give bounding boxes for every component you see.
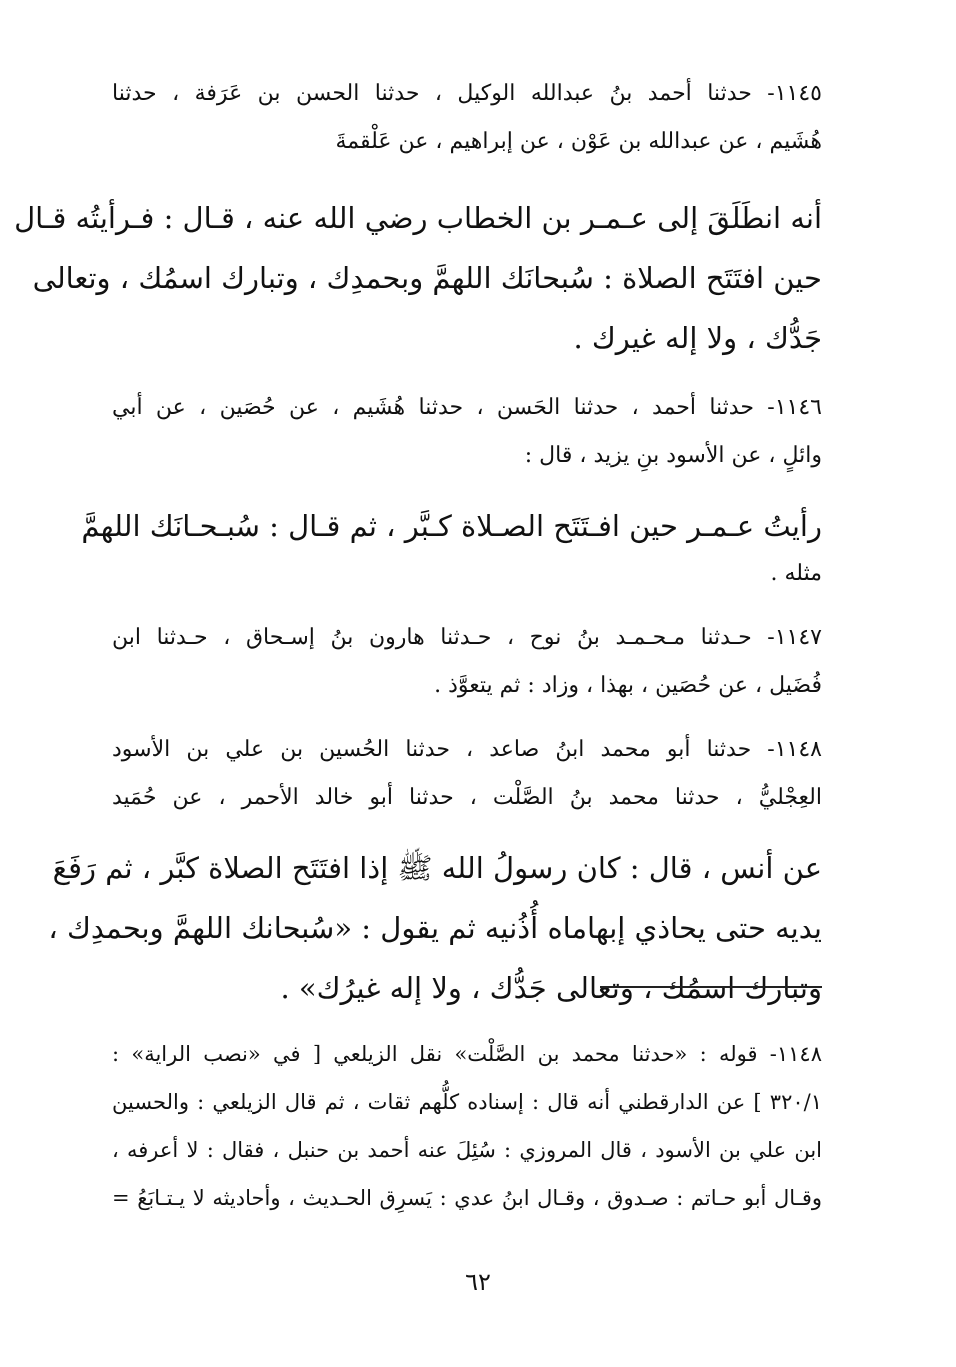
text-line: مثله .: [770, 561, 822, 586]
footnote-line: وقـال أبو حـاتم : صـدوق ، وقـال ابنُ عدي : يَسرِق الحـديث ، وأحاديثه لا يـتـابَعُ =: [112, 1186, 822, 1210]
footnote: [112, 1030, 822, 1222]
text-line: ١١٤٨- حدثنا أبو محمد ابنُ صاعد ، حدثنا الحُسين بن علي بن الأسود: [112, 737, 822, 762]
hadith-1146-matn: [81, 496, 822, 592]
footnote-line: ابن علي بن الأسود ، قال المروزي : سُئِلَ عنه أحمد بن حنبل ، فقال : لا أعرفه ،: [112, 1138, 822, 1162]
main-text: [14, 70, 822, 1018]
footnote-line: ١١٤٨- قوله : «حدثنا محمد بن الصَّلْت» نقل الزيلعي [ في «نصب الراية» :: [112, 1042, 822, 1066]
text-line: ١١٤٦- حدثنا أحمد ، حدثنا الحَسن ، حدثنا هُشَيم ، عن حُصَين ، عن أبي: [112, 395, 822, 420]
text-line: وتبارك اسمُك ، وتعالى جَدُّك ، ولا إله غيرُك» .: [280, 971, 822, 1005]
footnote-divider: [600, 986, 822, 988]
hadith-1145-isnad: [112, 70, 822, 166]
text-line: وائلٍ ، عن الأسود بنِ يزيد ، قال :: [524, 443, 822, 468]
text-line: أنه انطَلَقَ إلى عـمـر بن الخطاب رضي الله عنه ، قـال : فـرأيتُه قـال: [14, 201, 822, 235]
page-number: ٦٢: [465, 1268, 491, 1296]
text-line: يديه حتى يحاذي إبهاماه أُذُنيه ثم يقول : «سُبحانك اللهمَّ وبحمدِك ،: [48, 911, 822, 945]
text-line: فُضَيل ، عن حُصَين ، بهذا ، وزاد : ثم يتعوَّذ .: [434, 673, 822, 698]
text-line: العِجْليُّ ، حدثنا محمد بنُ الصَّلْت ، حدثنا أبو خالد الأحمر ، عن حُمَيد: [112, 785, 822, 810]
text-line: رأيتُ عـمـر حين افـتَتَح الصـلاة كـبَّر ، ثم قـال : سُبـحـانَك اللهمَّ: [81, 509, 822, 543]
text-line: ١١٤٧- حـدثنا مـحـمـد بنُ نوح ، حـدثنا هارون بنُ إسـحاق ، حـدثنا ابن: [112, 625, 822, 650]
hadith-1148-isnad: [112, 726, 822, 822]
hadith-1146-isnad: [112, 384, 822, 480]
footnote-line: ٣٢٠/١ ] عن الدارقطني أنه قال : إسناده كلُّهم ثقات ، ثم قال الزيلعي : والحسين: [112, 1090, 822, 1114]
text-line: حين افتَتَح الصلاة : سُبحانَك اللهمَّ وبحمدِك ، وتبارك اسمُك ، وتعالى: [32, 261, 822, 295]
text-line: ١١٤٥- حدثنا أحمد بنُ عبدالله الوكيل ، حدثنا الحسن بن عَرَفة ، حدثنا: [112, 81, 822, 106]
text-line: عن أنس ، قال : كان رسولُ الله ﷺ إذا افتَتَح الصلاة كبَّر ، ثم رَفَعَ: [52, 851, 822, 885]
hadith-1145-matn: [14, 188, 822, 368]
text-line: جَدُّك ، ولا إله غيرك .: [573, 321, 822, 355]
hadith-1147: [112, 614, 822, 710]
text-line: هُشَيم ، عن عبدالله بن عَوْن ، عن إبراهيم ، عن عَلْقمةَ: [335, 129, 822, 154]
hadith-1148-matn: [48, 838, 822, 1018]
